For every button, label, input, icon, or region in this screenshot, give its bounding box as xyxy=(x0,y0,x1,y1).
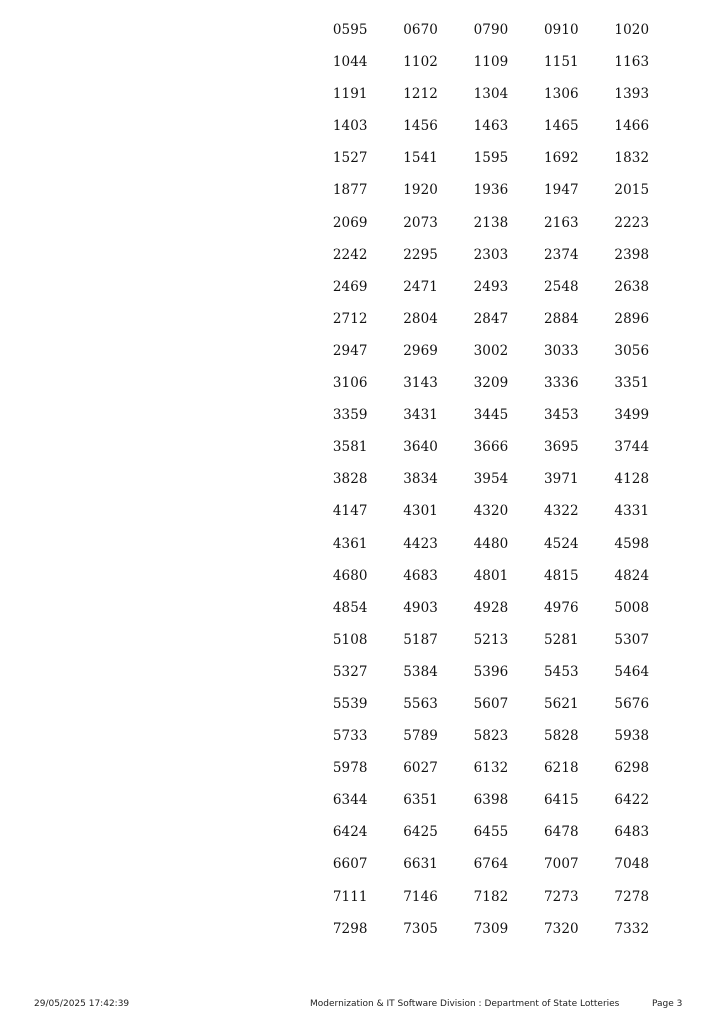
number-cell: 4331 xyxy=(614,503,650,520)
footer-page-number: Page 3 xyxy=(652,999,683,1009)
number-cell: 1393 xyxy=(614,86,650,103)
number-row xyxy=(315,792,667,824)
number-row xyxy=(315,536,667,568)
number-cell: 5213 xyxy=(473,631,509,648)
number-cell: 7332 xyxy=(614,920,650,937)
number-cell: 4480 xyxy=(473,535,509,552)
number-cell: 5464 xyxy=(614,663,650,680)
number-cell: 7111 xyxy=(332,888,368,905)
number-cell: 1832 xyxy=(614,150,650,167)
number-cell: 6132 xyxy=(473,760,509,777)
number-cell: 2015 xyxy=(614,182,650,199)
number-cell: 4301 xyxy=(403,503,438,520)
number-cell: 2638 xyxy=(614,278,650,295)
number-cell: 3744 xyxy=(614,439,650,456)
number-cell: 1304 xyxy=(473,86,509,103)
number-row xyxy=(315,182,667,214)
number-row xyxy=(315,728,667,760)
number-cell: 6764 xyxy=(473,856,509,873)
number-row xyxy=(315,696,667,728)
number-cell: 4683 xyxy=(403,567,438,584)
number-cell: 2295 xyxy=(403,246,438,263)
number-cell: 3834 xyxy=(403,471,438,488)
number-cell: 1191 xyxy=(332,86,368,103)
number-cell: 2471 xyxy=(403,278,438,295)
number-row xyxy=(315,632,667,664)
number-row xyxy=(315,279,667,311)
number-cell: 3143 xyxy=(403,375,438,392)
number-cell: 1466 xyxy=(614,118,650,135)
number-cell: 6218 xyxy=(543,760,579,777)
number-cell: 1947 xyxy=(543,182,579,199)
number-cell: 3695 xyxy=(543,439,579,456)
number-cell: 7146 xyxy=(403,888,438,905)
number-cell: 1936 xyxy=(473,182,509,199)
number-cell: 6424 xyxy=(332,824,368,841)
number-cell: 1463 xyxy=(473,118,509,135)
number-cell: 6422 xyxy=(614,792,650,809)
number-cell: 7298 xyxy=(332,920,368,937)
number-row xyxy=(315,54,667,86)
number-cell: 5539 xyxy=(332,695,368,712)
number-cell: 5307 xyxy=(614,631,650,648)
number-cell: 2469 xyxy=(332,278,368,295)
number-cell: 6478 xyxy=(543,824,579,841)
number-cell: 5008 xyxy=(614,599,650,616)
number-cell: 3499 xyxy=(614,407,650,424)
number-cell: 6398 xyxy=(473,792,509,809)
number-row xyxy=(315,86,667,118)
number-cell: 6425 xyxy=(403,824,438,841)
number-cell: 5733 xyxy=(332,728,368,745)
number-cell: 7309 xyxy=(473,920,509,937)
number-cell: 5384 xyxy=(403,663,438,680)
number-cell: 5453 xyxy=(543,663,579,680)
number-cell: 4423 xyxy=(403,535,438,552)
number-cell: 6027 xyxy=(403,760,438,777)
number-row xyxy=(315,856,667,888)
number-cell: 2374 xyxy=(543,246,579,263)
number-cell: 7320 xyxy=(543,920,579,937)
number-row xyxy=(315,311,667,343)
number-cell: 5978 xyxy=(332,760,368,777)
number-cell: 1163 xyxy=(614,54,650,71)
number-cell: 1595 xyxy=(473,150,509,167)
number-cell: 2947 xyxy=(332,342,368,359)
number-cell: 2138 xyxy=(473,214,509,231)
number-cell: 1306 xyxy=(543,86,579,103)
page-footer xyxy=(0,999,724,1015)
number-cell: 4147 xyxy=(332,503,368,520)
number-cell: 7182 xyxy=(473,888,509,905)
number-cell: 4815 xyxy=(543,567,579,584)
number-cell: 4928 xyxy=(473,599,509,616)
number-cell: 3453 xyxy=(543,407,579,424)
number-cell: 7273 xyxy=(543,888,579,905)
number-cell: 6631 xyxy=(403,856,438,873)
number-cell: 1920 xyxy=(403,182,438,199)
number-cell: 1109 xyxy=(473,54,509,71)
number-cell: 3666 xyxy=(473,439,509,456)
footer-datetime: 29/05/2025 17:42:39 xyxy=(34,999,130,1009)
number-cell: 3351 xyxy=(614,375,650,392)
number-cell: 1403 xyxy=(332,118,368,135)
number-cell: 2969 xyxy=(403,342,438,359)
number-cell: 1102 xyxy=(403,54,438,71)
number-row xyxy=(315,247,667,279)
number-cell: 4801 xyxy=(473,567,509,584)
number-cell: 3581 xyxy=(332,439,368,456)
number-row xyxy=(315,375,667,407)
number-row xyxy=(315,889,667,921)
number-cell: 3828 xyxy=(332,471,368,488)
number-row xyxy=(315,407,667,439)
number-cell: 5108 xyxy=(332,631,368,648)
number-cell: 4824 xyxy=(614,567,650,584)
number-cell: 2548 xyxy=(543,278,579,295)
number-cell: 4128 xyxy=(614,471,650,488)
number-cell: 2073 xyxy=(403,214,438,231)
number-cell: 3445 xyxy=(473,407,509,424)
number-row xyxy=(315,760,667,792)
number-cell: 5607 xyxy=(473,695,509,712)
number-cell: 5823 xyxy=(473,728,509,745)
number-cell: 1465 xyxy=(543,118,579,135)
number-cell: 4903 xyxy=(403,599,438,616)
number-cell: 1020 xyxy=(614,22,650,38)
number-cell: 1456 xyxy=(403,118,438,135)
number-cell: 2163 xyxy=(543,214,579,231)
number-cell: 4680 xyxy=(332,567,368,584)
number-cell: 2884 xyxy=(543,310,579,327)
number-row xyxy=(315,215,667,247)
number-row xyxy=(315,600,667,632)
number-cell: 6344 xyxy=(332,792,368,809)
number-cell: 5563 xyxy=(403,695,438,712)
number-row xyxy=(315,664,667,696)
footer-division: Modernization & IT Software Division : Department of State Lotteries xyxy=(310,999,620,1009)
number-cell: 3954 xyxy=(473,471,509,488)
number-cell: 3002 xyxy=(473,342,509,359)
number-cell: 5281 xyxy=(543,631,579,648)
number-cell: 4320 xyxy=(473,503,509,520)
number-cell: 2804 xyxy=(403,310,438,327)
number-cell: 2069 xyxy=(332,214,368,231)
number-row xyxy=(315,343,667,375)
number-cell: 3056 xyxy=(614,342,650,359)
number-cell: 7007 xyxy=(543,856,579,873)
number-cell: 7278 xyxy=(614,888,650,905)
number-cell: 2896 xyxy=(614,310,650,327)
number-cell: 5187 xyxy=(403,631,438,648)
number-row xyxy=(315,568,667,600)
number-cell: 3106 xyxy=(332,375,368,392)
number-cell: 6351 xyxy=(403,792,438,809)
number-cell: 5828 xyxy=(543,728,579,745)
number-cell: 1877 xyxy=(332,182,368,199)
number-cell: 5396 xyxy=(473,663,509,680)
number-row xyxy=(315,118,667,150)
number-cell: 3359 xyxy=(332,407,368,424)
number-row xyxy=(315,22,667,54)
number-row xyxy=(315,921,667,953)
number-cell: 6415 xyxy=(543,792,579,809)
number-cell: 4322 xyxy=(543,503,579,520)
number-cell: 5621 xyxy=(543,695,579,712)
number-cell: 3336 xyxy=(543,375,579,392)
number-cell: 0910 xyxy=(543,22,579,38)
number-cell: 5676 xyxy=(614,695,650,712)
number-cell: 1151 xyxy=(543,54,579,71)
number-cell: 5938 xyxy=(614,728,650,745)
number-cell: 2493 xyxy=(473,278,509,295)
number-cell: 4361 xyxy=(332,535,368,552)
number-cell: 4976 xyxy=(543,599,579,616)
number-cell: 1692 xyxy=(543,150,579,167)
number-cell: 1541 xyxy=(403,150,438,167)
number-cell: 4854 xyxy=(332,599,368,616)
number-cell: 6607 xyxy=(332,856,368,873)
number-cell: 3640 xyxy=(403,439,438,456)
number-cell: 2303 xyxy=(473,246,509,263)
number-cell: 6298 xyxy=(614,760,650,777)
winning-numbers-grid xyxy=(315,22,667,953)
number-cell: 0790 xyxy=(473,22,509,38)
number-cell: 7048 xyxy=(614,856,650,873)
number-cell: 6455 xyxy=(473,824,509,841)
number-cell: 2223 xyxy=(614,214,650,231)
number-cell: 2712 xyxy=(332,310,368,327)
number-cell: 3033 xyxy=(543,342,579,359)
number-row xyxy=(315,471,667,503)
number-cell: 5327 xyxy=(332,663,368,680)
number-cell: 0595 xyxy=(332,22,368,38)
number-cell: 1527 xyxy=(332,150,368,167)
number-cell: 1212 xyxy=(403,86,438,103)
number-cell: 1044 xyxy=(332,54,368,71)
number-row xyxy=(315,503,667,535)
number-cell: 3431 xyxy=(403,407,438,424)
number-cell: 2398 xyxy=(614,246,650,263)
number-cell: 5789 xyxy=(403,728,438,745)
number-cell: 3209 xyxy=(473,375,509,392)
number-cell: 4524 xyxy=(543,535,579,552)
number-row xyxy=(315,439,667,471)
number-cell: 2847 xyxy=(473,310,509,327)
number-cell: 6483 xyxy=(614,824,650,841)
number-cell: 3971 xyxy=(543,471,579,488)
number-row xyxy=(315,150,667,182)
number-cell: 4598 xyxy=(614,535,650,552)
number-cell: 2242 xyxy=(332,246,368,263)
number-row xyxy=(315,824,667,856)
number-cell: 7305 xyxy=(403,920,438,937)
number-cell: 0670 xyxy=(403,22,438,38)
